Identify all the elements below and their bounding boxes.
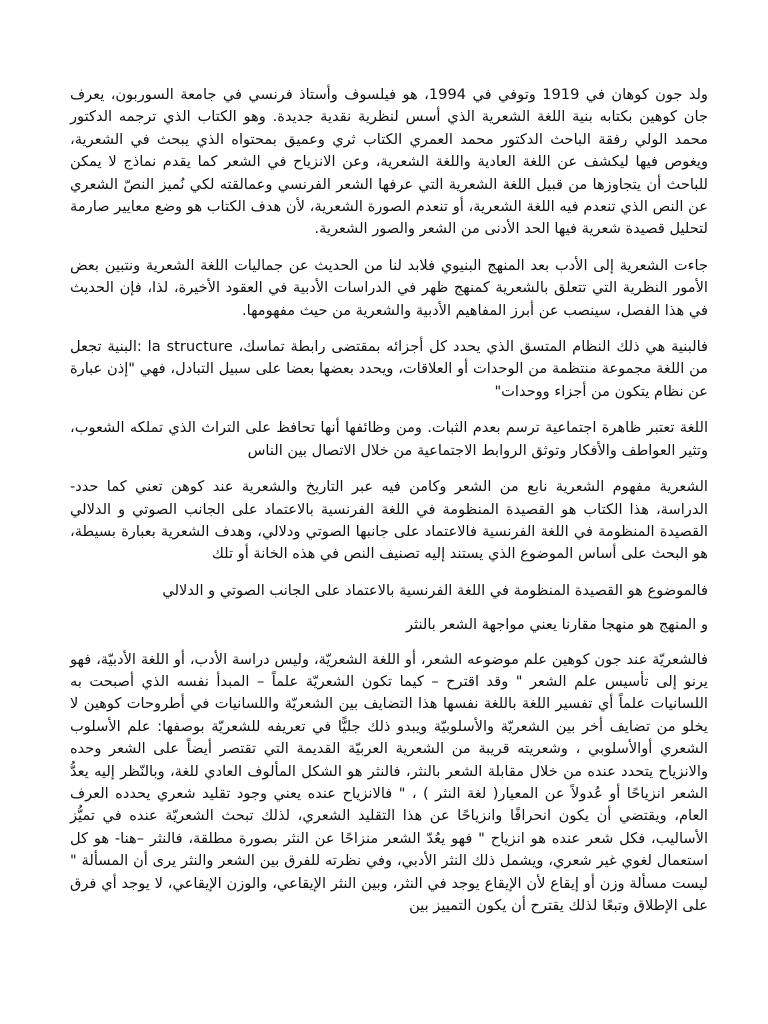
paragraph-poetics-after-structuralism: جاءت الشعرية إلى الأدب بعد المنهج البنيوي فلابد لنا من الحديث عن جماليات اللغة الشعرية ونتبين بعض الأمور النظرية التي تتعلق بالشعرية كمنهج ظهر في الدراسات الأدبية في العقود الأخيرة، لذا، فإن الحديث في هذا الفصل، سينصب عن أبرز المفاهيم الأدبية والشعرية من حيث مفهومها. <box>70 256 708 319</box>
paragraph-poetics-concept: الشعرية مفهوم الشعرية نابع من الشعر وكامن فيه عبر التاريخ والشعرية عند كوهن تعني كما حدد- الدراسة، هذا الكتاب هو القصيدة المنظومة في اللغة الفرنسية بالاعتماد على الجانب الصوتي و الدلالي القصيدة المنظومة في اللغة الفرنسية فالاعتماد على جانبها الصوتي ودلالي، وهدف الشعرية بعبارة بسيطة، هو البحث على أساس الموضوع الذي يستند إليه تصنيف النص في هذه الخانة أو تلك <box>70 478 708 563</box>
paragraph-method: و المنهج هو منهجا مقارنا يعني مواجهة الشعر بالنثر <box>406 616 708 634</box>
paragraph-subject: فالموضوع هو القصيدة المنظومة في اللغة الفرنسية بالاعتماد على الجانب الصوتي و الدلالي <box>162 581 708 599</box>
paragraph-poetics-science: فالشعريّة عند جون كوهين علم موضوعه الشعر، أو اللغة الشعريّة، وليس دراسة الأدب، أو اللغة الأدبيّة، فهو يرنو إلى تأسيس علم الشعر " وقد اقترح – كيما تكون الشعريّة علماً – المبدأ نفسه الذي أصبحت به اللسانيات علماً أي تفسير اللغة باللغة نفسها هذا التضايف بين الشعريّة واللسانيات في أطروحات كوهين لا يخلو من تضايف أخر بين الشعريّة والأسلوبيّة ويبدو ذلك جليًّا في تعريفه للشعريّة بوصفها: علم الأسلوب الشعري أوالأسلوبي ، وشعريته قريبة من الشعرية العربيّة القديمة التي تقتصر أيضاً على الشعر وحده والانزياح يتحدد عنده من خلال مقابلة الشعر بالنثر، فالنثر هو الشكل المألوف العادي للغة، وبالنّظر إليه يعدُّ الشعر انزياحًا أو عُدولاً عن المعيار( لغة النثر ) ، " فالانزياح عنده يعني وجود تقليد شعري يحدده العرف العام، ويقتضي أن يكون انحرافًا وانزياحًا عن هذا التقليد الشعري، لذلك تبحث الشعريّة عنده في تميُّز الأساليب، فكل شعر عنده هو انزياح " فهو يعُدّ الشعر منزاحًا عن النثر بصورة مطلقة، فالنثر –هنا- هو كل استعمال لغوي غير شعري، ويشمل ذلك النثر الأدبي، وفي نظرته للفرق بين الشعر والنثر يرى أن المسألة " ليست مسألة وزن أو إيقاع لأن الإيقاع يوجد في النثر، وبين النثر الإيقاعي، والوزن الإيقاعي، لا يوجد أي فرق على الإطلاق وتبعًا لذلك يقترح أن يكون التمييز بين <box>70 650 708 914</box>
paragraph-intro-cohen: ولد جون كوهان في 1919 وتوفي في 1994، هو فيلسوف وأستاذ فرنسي في جامعة السوربون، يعرف جان كوهين بكتابه بنية اللغة الشعرية الذي أسس لنظرية نقدية جديدة. وهو الكتاب الذي ترجمه الدكتور محمد الولي رفقة الباحث الدكتور محمد العمري الكتاب ثري وعميق بمحتواه الذي يبحث في الشعرية، ويغوص فيها ليكشف عن اللغة العادية واللغة الشعرية، وعن الانزياح في الشعر كما يقدم نماذج لا يمكن للباحث أن يتجاوزها من قبيل اللغة الشعرية التي عرفها الشعر الفرنسي وعمالقته لكي نُميز النصّ الشعري عن النص الذي تنعدم فيه اللغة الشعرية، أو تنعدم الصورة الشعرية، لأن هدف الكتاب هو وضع معايير صارمة لتحليل قصيدة شعرية فيها الحد الأدنى من الشعر والصور الشعرية. <box>70 86 708 238</box>
paragraph-language-definition: اللغة تعتبر ظاهرة اجتماعية ترسم بعدم الثبات. ومن وظائفها أنها تحافظ على التراث الذي تملكه الشعوب، وتثير العواطف والأفكار وتوثق الروابط الاجتماعية من خلال الاتصال بين الناس <box>70 419 708 459</box>
document-page <box>70 84 708 1024</box>
paragraph-structure-definition: فالبنية هي ذلك النظام المتسق الذي يحدد كل أجزائه بمقتضى رابطة تماسك، la structure :البنية تجعل من اللغة مجموعة منتظمة من الوحدات أو العلاقات، ويحدد بعضها بعضا على سبيل التبادل، فهي "إذن عبارة عن نظام يتكون من أجزاء ووحدات" <box>70 338 708 400</box>
